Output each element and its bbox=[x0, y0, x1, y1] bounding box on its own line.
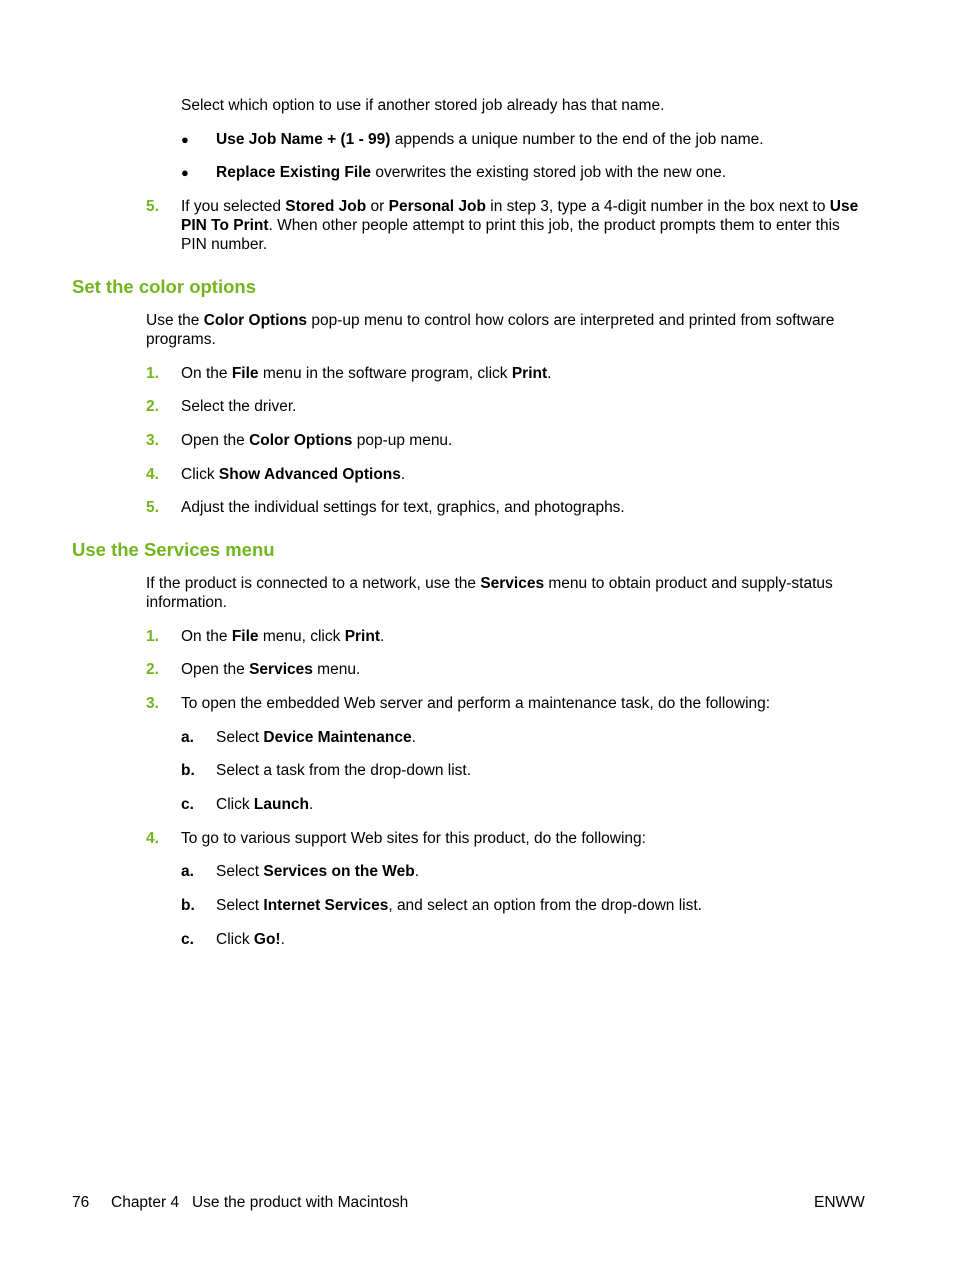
step-number: 1. bbox=[146, 365, 159, 382]
substep-letter: c. bbox=[181, 796, 194, 813]
step-text: PIN number. bbox=[181, 236, 268, 253]
substep-letter: c. bbox=[181, 931, 194, 948]
substep-text: Select a task from the drop-down list. bbox=[216, 762, 472, 779]
section-intro: Use the Color Options pop-up menu to control how colors are interpreted and printed from software bbox=[146, 312, 835, 329]
bullet-icon: ● bbox=[181, 132, 189, 147]
substep-text: Select Device Maintenance. bbox=[216, 729, 416, 746]
step-text: To go to various support Web sites for this product, do the following: bbox=[181, 830, 646, 847]
substep-letter: b. bbox=[181, 897, 195, 914]
section-heading-services-menu: Use the Services menu bbox=[72, 539, 275, 560]
substep-letter: a. bbox=[181, 863, 194, 880]
substep-letter: b. bbox=[181, 762, 195, 779]
bullet-icon: ● bbox=[181, 165, 189, 180]
step-number: 2. bbox=[146, 661, 159, 678]
bullet-item: Use Job Name + (1 - 99) appends a unique number to the end of the job name. bbox=[216, 131, 764, 148]
step-number: 2. bbox=[146, 398, 159, 415]
step-text: On the File menu in the software program, click Print. bbox=[181, 365, 552, 382]
step-number: 4. bbox=[146, 466, 159, 483]
substep-text: Select Services on the Web. bbox=[216, 863, 420, 880]
section-intro: information. bbox=[146, 594, 227, 611]
section-intro: programs. bbox=[146, 331, 216, 348]
step-number: 5. bbox=[146, 499, 159, 516]
step-text: If you selected Stored Job or Personal Job in step 3, type a 4-digit number in the box next to Use bbox=[181, 198, 859, 215]
section-intro: If the product is connected to a network, use the Services menu to obtain product and supply-status bbox=[146, 575, 833, 592]
step-text: To open the embedded Web server and perform a maintenance task, do the following: bbox=[181, 695, 771, 712]
step-text: Adjust the individual settings for text, graphics, and photographs. bbox=[181, 499, 625, 516]
step-text: Open the Color Options pop-up menu. bbox=[181, 432, 453, 449]
substep-letter: a. bbox=[181, 729, 194, 746]
intro-text: Select which option to use if another stored job already has that name. bbox=[181, 97, 665, 114]
footer-page-number: 76 bbox=[72, 1194, 90, 1211]
substep-text: Click Go!. bbox=[216, 931, 285, 948]
step-number: 4. bbox=[146, 830, 159, 847]
step-text: Open the Services menu. bbox=[181, 661, 361, 678]
step-text: PIN To Print. When other people attempt to print this job, the product prompts them to enter this bbox=[181, 217, 840, 234]
substep-text: Select Internet Services, and select an option from the drop-down list. bbox=[216, 897, 702, 914]
step-text: On the File menu, click Print. bbox=[181, 628, 385, 645]
footer-chapter-title: Chapter 4 Use the product with Macintosh bbox=[111, 1194, 409, 1211]
step-number: 3. bbox=[146, 695, 159, 712]
step-number: 5. bbox=[146, 198, 159, 215]
footer-code: ENWW bbox=[814, 1194, 865, 1211]
step-text: Click Show Advanced Options. bbox=[181, 466, 406, 483]
step-number: 1. bbox=[146, 628, 159, 645]
bullet-item: Replace Existing File overwrites the existing stored job with the new one. bbox=[216, 164, 727, 181]
section-heading-color-options: Set the color options bbox=[72, 276, 256, 297]
step-number: 3. bbox=[146, 432, 159, 449]
substep-text: Click Launch. bbox=[216, 796, 314, 813]
step-text: Select the driver. bbox=[181, 398, 297, 415]
